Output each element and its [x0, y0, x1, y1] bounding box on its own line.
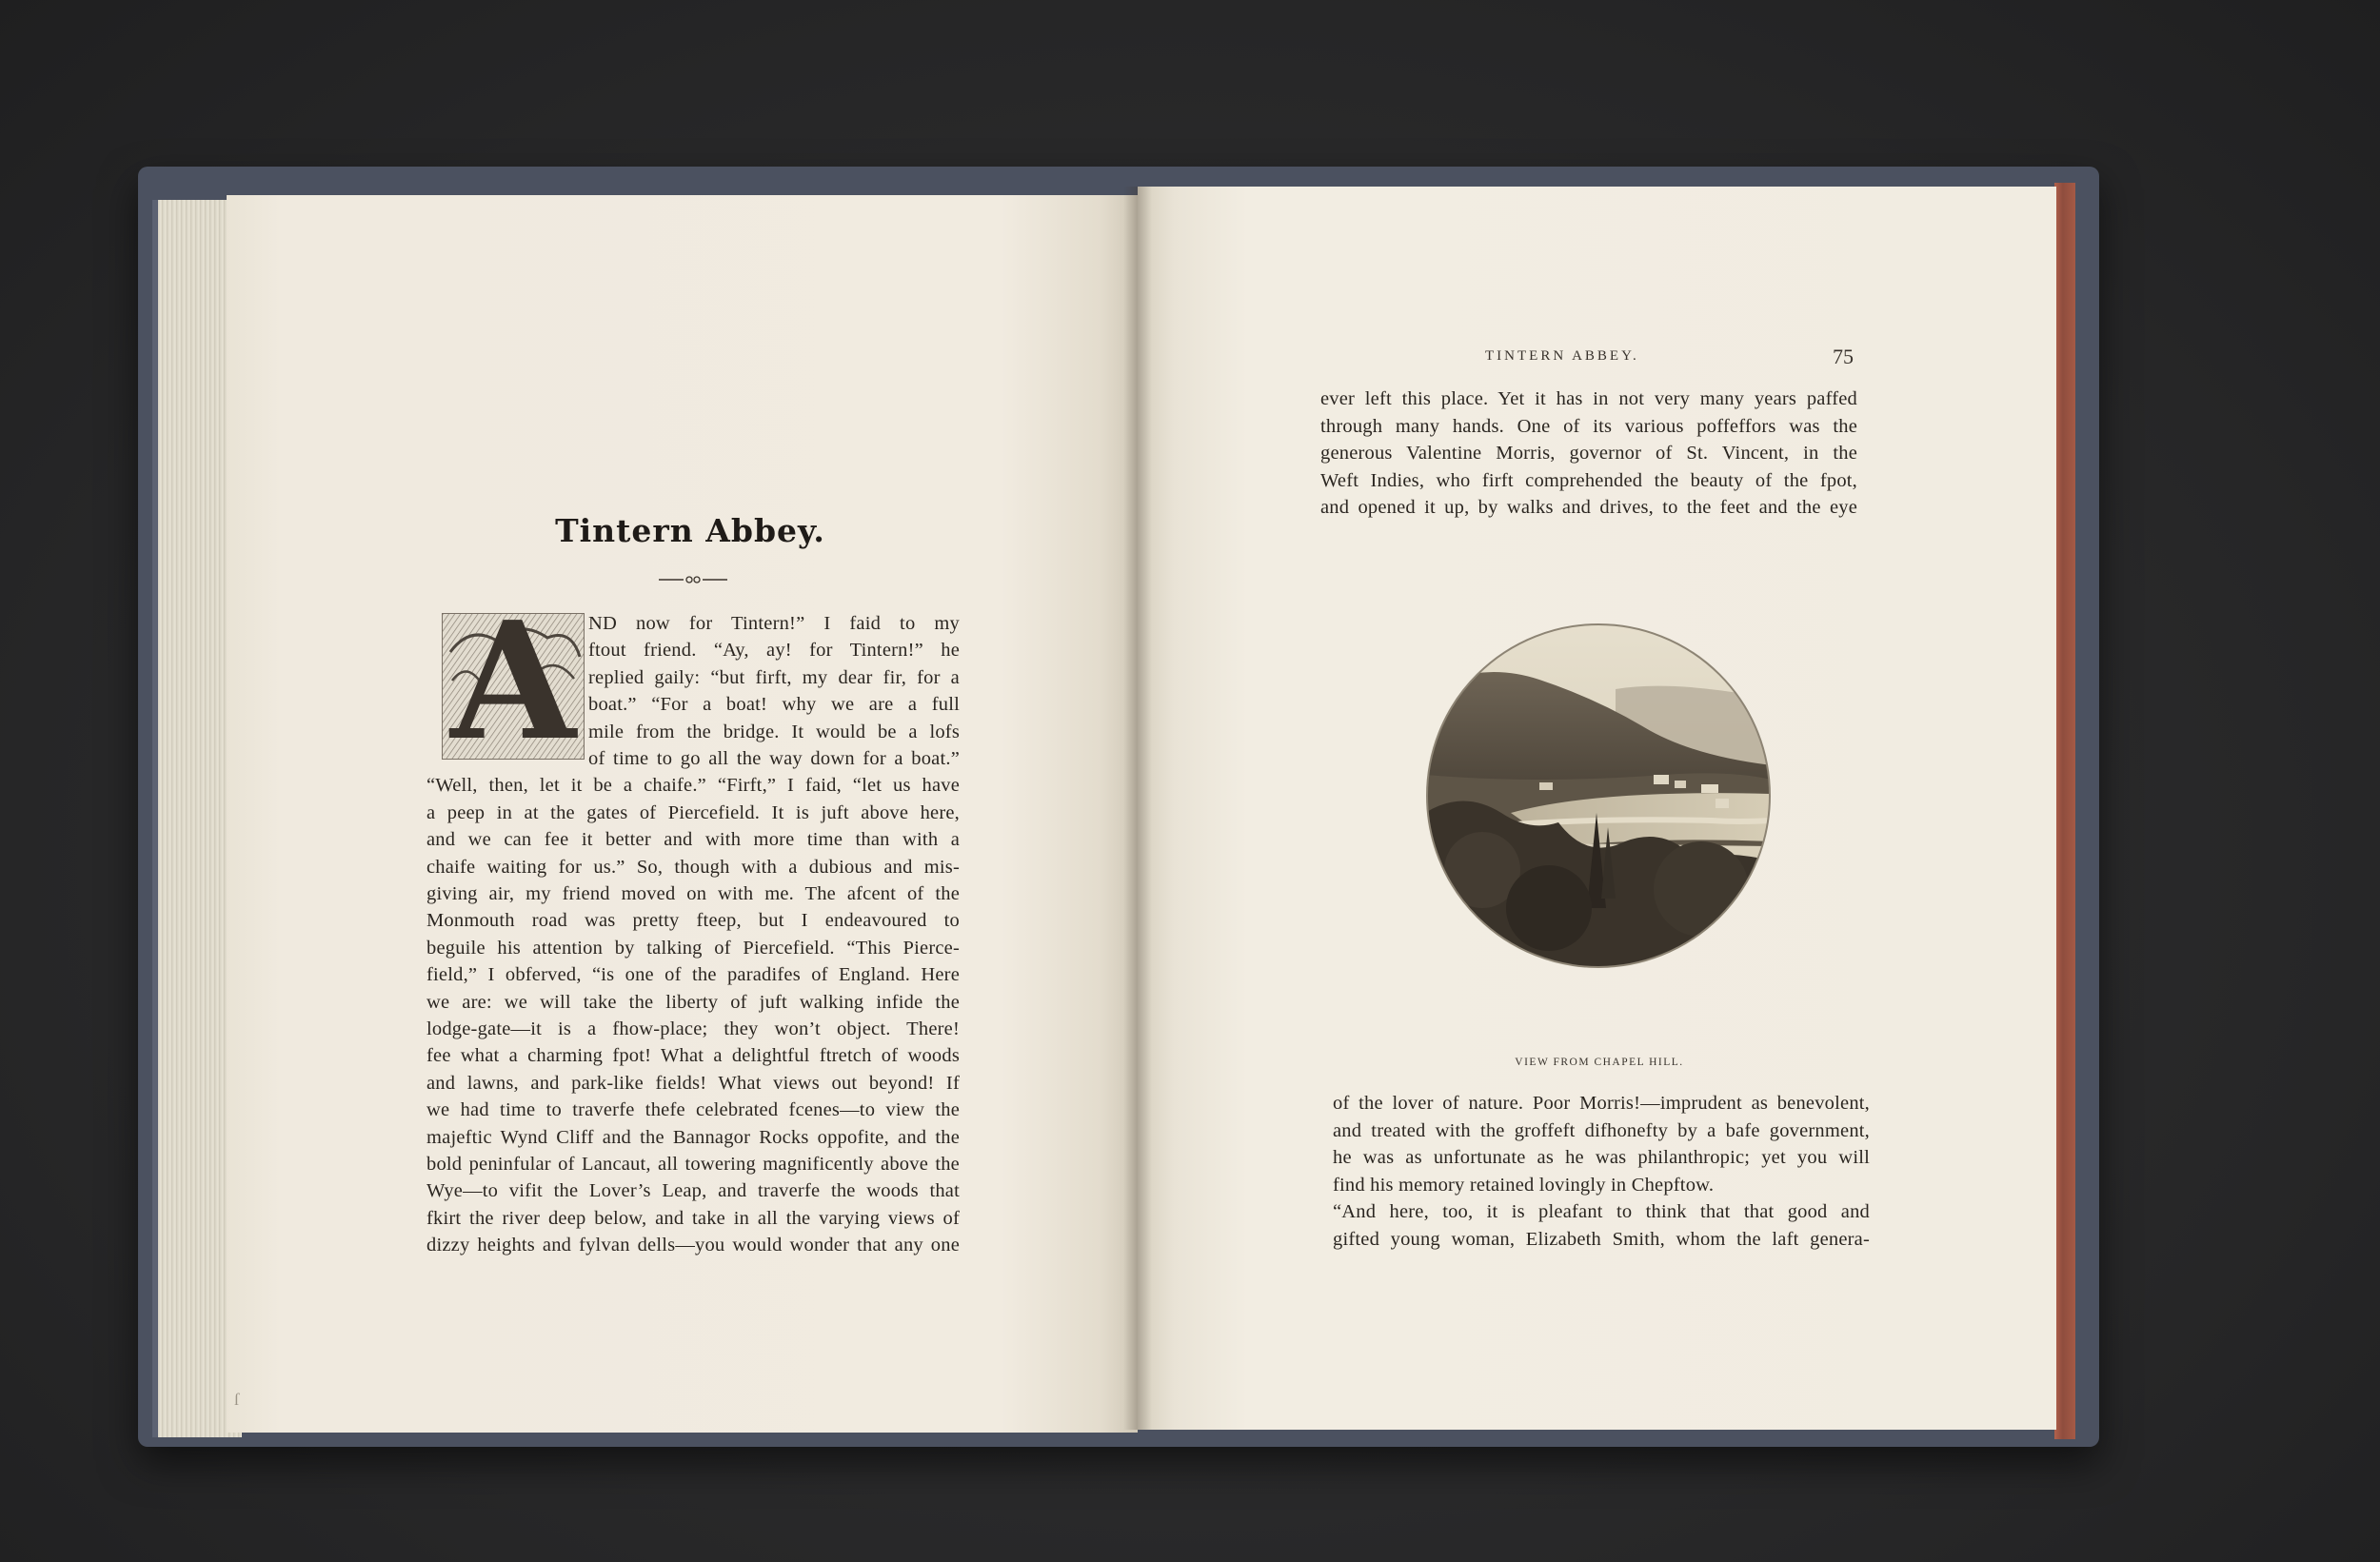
text-line: a peep in at the gates of Piercefield. It is juft above here,: [426, 801, 960, 823]
running-head: TINTERN ABBEY.: [1485, 348, 1639, 364]
text-line: he was as unfortunate as he was philanthropic; yet you will: [1333, 1147, 1870, 1168]
text-line: of the lover of nature. Poor Morris!—imprudent as benevolent,: [1333, 1093, 1870, 1114]
text-line: bold peninfular of Lancaut, all towering magnificently above the: [426, 1154, 960, 1175]
photo-caption: VIEW FROM CHAPEL HILL.: [1515, 1057, 1684, 1068]
text-line: gifted young woman, Elizabeth Smith, whom the laft genera-: [1333, 1228, 1870, 1250]
chapter-title: Tintern Abbey.: [555, 512, 825, 549]
text-line: majeftic Wynd Cliff and the Bannagor Rocks oppofite, and the: [426, 1126, 960, 1148]
circular-photograph: [1425, 623, 1772, 969]
text-line: and lawns, and park-like fields! What views out beyond! If: [426, 1072, 960, 1094]
book-gutter: [1123, 187, 1152, 1430]
text-line: we are: we will take the liberty of juft walking infide the: [426, 991, 960, 1013]
text-line: Monmouth road was pretty fteep, but I endeavoured to: [426, 910, 960, 932]
text-line: find his memory retained lovingly in Chepftow.: [1333, 1174, 1715, 1196]
text-line: dizzy heights and fylvan dells—you would wonder that any one: [426, 1235, 960, 1256]
text-line: ever left this place. Yet it has in not very many years paffed: [1320, 388, 1857, 409]
page-number: 75: [1833, 345, 1854, 368]
text-line: fkirt the river deep below, and take in all the varying views of: [426, 1207, 960, 1229]
text-line: ND now for Tintern!” I faid to my: [588, 613, 960, 634]
text-line: lodge-gate—it is a fhow-place; they won’t object. There!: [426, 1018, 960, 1039]
text-line: “And here, too, it is pleafant to think that that good and: [1333, 1201, 1870, 1222]
pencil-mark: ſ: [234, 1390, 240, 1409]
text-line: Wye—to vifit the Lover’s Leap, and traverfe the woods that: [426, 1180, 960, 1202]
illuminated-drop-cap: [442, 613, 585, 760]
text-line: ftout friend. “Ay, ay! for Tintern!” he: [588, 640, 960, 662]
text-line: boat.” “For a boat! why we are a full: [588, 694, 960, 716]
text-line: and treated with the groffeft difhonefty by a bafe government,: [1333, 1119, 1870, 1141]
text-line: generous Valentine Morris, governor of St. Vincent, in the: [1320, 443, 1857, 464]
title-ornament: [659, 573, 727, 586]
text-line: field,” I obferved, “is one of the paradifes of England. Here: [426, 964, 960, 986]
text-line: giving air, my friend moved on with me. The afcent of the: [426, 883, 960, 904]
text-line: chaife waiting for us.” So, though with a dubious and mis-: [426, 856, 960, 878]
page-block-edge-right: [2054, 183, 2075, 1439]
text-line: replied gaily: “but firft, my dear fir, for a: [588, 666, 960, 688]
text-line: “Well, then, let it be a chaife.” “Firft,” I faid, “let us have: [426, 775, 960, 797]
text-line: through many hands. One of its various poffeffors was the: [1320, 415, 1857, 437]
text-line: we had time to traverfe thefe celebrated fcenes—to view the: [426, 1099, 960, 1121]
drop-cap-letter: A: [450, 613, 576, 760]
text-line: and we can fee it better and with more time than with a: [426, 829, 960, 851]
text-line: fee what a charming fpot! What a delightful ftretch of woods: [426, 1045, 960, 1067]
text-line: Weft Indies, who firft comprehended the beauty of the fpot,: [1320, 469, 1857, 491]
text-line: and opened it up, by walks and drives, to the feet and the eye: [1320, 497, 1857, 518]
text-line: beguile his attention by talking of Piercefield. “This Pierce-: [426, 937, 960, 959]
text-line: mile from the bridge. It would be a lofs: [588, 721, 960, 742]
text-line: of time to go all the way down for a boat.”: [588, 748, 960, 769]
